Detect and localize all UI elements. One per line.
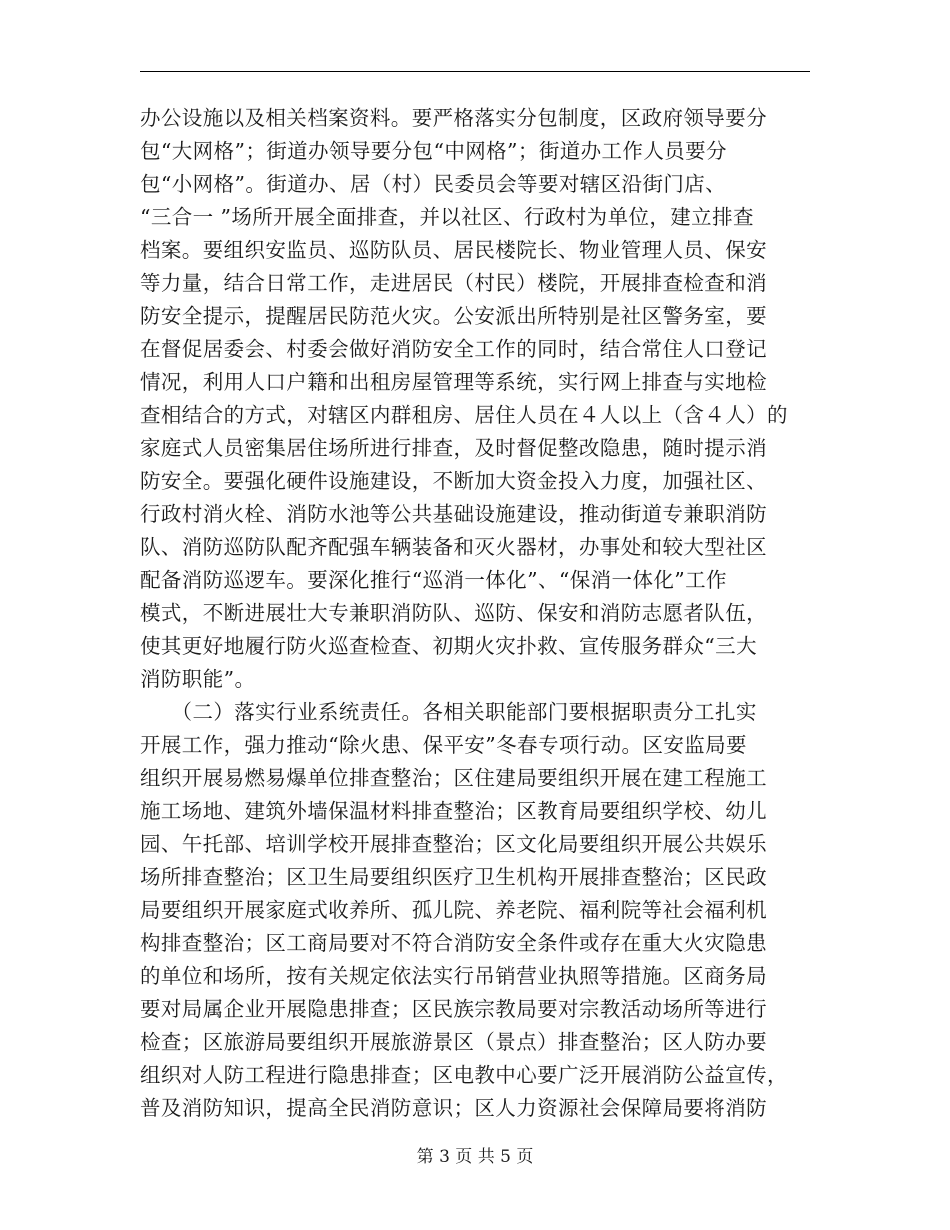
text-line: 队、消防巡防队配齐配强车辆装备和灭火器材，办事处和较大型社区 xyxy=(140,535,767,559)
document-body xyxy=(140,102,812,1125)
text-line: 包“小网格”。街道办、居（村）民委员会等要对辖区沿街门店、 xyxy=(140,172,727,196)
text-line: 局要组织开展家庭式收养所、孤儿院、养老院、福利院等社会福利机 xyxy=(140,898,767,922)
text-line: 情况，利用人口户籍和出租房屋管理等系统，实行网上排查与实地检 xyxy=(140,370,767,394)
header-rule xyxy=(140,71,810,72)
text-line: 检查；区旅游局要组织开展旅游景区（景点）排查整治；区人防办要 xyxy=(140,1030,767,1054)
text-line: 办公设施以及相关档案资料。要严格落实分包制度，区政府领导要分 xyxy=(140,106,767,130)
text-line: 包“大网格”；街道办领导要分包“中网格”；街道办工作人员要分 xyxy=(140,139,727,163)
text-line: 普及消防知识，提高全民消防意识；区人力资源社会保障局要将消防 xyxy=(140,1096,767,1120)
text-line: 使其更好地履行防火巡查检查、初期火灾扑救、宣传服务群众“三大 xyxy=(140,634,757,658)
text-line: 在督促居委会、村委会做好消防安全工作的同时，结合常住人口登记 xyxy=(140,337,767,361)
text-line: 等力量，结合日常工作，走进居民（村民）楼院，开展排查检查和消 xyxy=(140,271,767,295)
text-line: 查相结合的方式，对辖区内群租房、居住人员在４人以上（含４人）的 xyxy=(140,403,788,427)
text-line: 施工场地、建筑外墙保温材料排查整治；区教育局要组织学校、幼儿 xyxy=(140,799,767,823)
text-line: 的单位和场所，按有关规定依法实行吊销营业执照等措施。区商务局 xyxy=(140,964,767,988)
text-line: 组织开展易燃易爆单位排查整治；区住建局要组织开展在建工程施工 xyxy=(140,766,767,790)
text-line: 开展工作，强力推动“除火患、保平安”冬春专项行动。区安监局要 xyxy=(140,733,747,757)
text-line: 档案。要组织安监员、巡防队员、居民楼院长、物业管理人员、保安 xyxy=(140,238,767,262)
text-line: “三合一 ”场所开展全面排查，并以社区、行政村为单位，建立排查 xyxy=(140,205,754,229)
text-line: 配备消防巡逻车。要深化推行“巡消一体化”、“保消一体化”工作 xyxy=(140,568,727,592)
text-line: 场所排查整治；区卫生局要组织医疗卫生机构开展排查整治；区民政 xyxy=(140,865,767,889)
text-line: 要对局属企业开展隐患排查；区民族宗教局要对宗教活动场所等进行 xyxy=(140,997,767,1021)
text-line: 防安全提示，提醒居民防范火灾。公安派出所特别是社区警务室，要 xyxy=(140,304,767,328)
page-number: 第 3 页 共 5 页 xyxy=(416,1147,534,1167)
text-line: 模式，不断进展壮大专兼职消防队、巡防、保安和消防志愿者队伍， xyxy=(140,601,767,625)
text-line: 园、午托部、培训学校开展排查整治；区文化局要组织开展公共娱乐 xyxy=(140,832,767,856)
text-line: 构排查整治；区工商局要对不符合消防安全条件或存在重大火灾隐患 xyxy=(140,931,767,955)
text-line: （二）落实行业系统责任。各相关职能部门要根据职责分工扎实 xyxy=(140,700,757,724)
text-line: 行政村消火栓、消防水池等公共基础设施建设，推动街道专兼职消防 xyxy=(140,502,767,526)
text-line: 消防职能”。 xyxy=(140,667,256,691)
text-line: 组织对人防工程进行隐患排查；区电教中心要广泛开展消防公益宣传， xyxy=(140,1063,788,1087)
text-line: 家庭式人员密集居住场所进行排查，及时督促整改隐患，随时提示消 xyxy=(140,436,767,460)
text-line: 防安全。要强化硬件设施建设，不断加大资金投入力度，加强社区、 xyxy=(140,469,767,493)
